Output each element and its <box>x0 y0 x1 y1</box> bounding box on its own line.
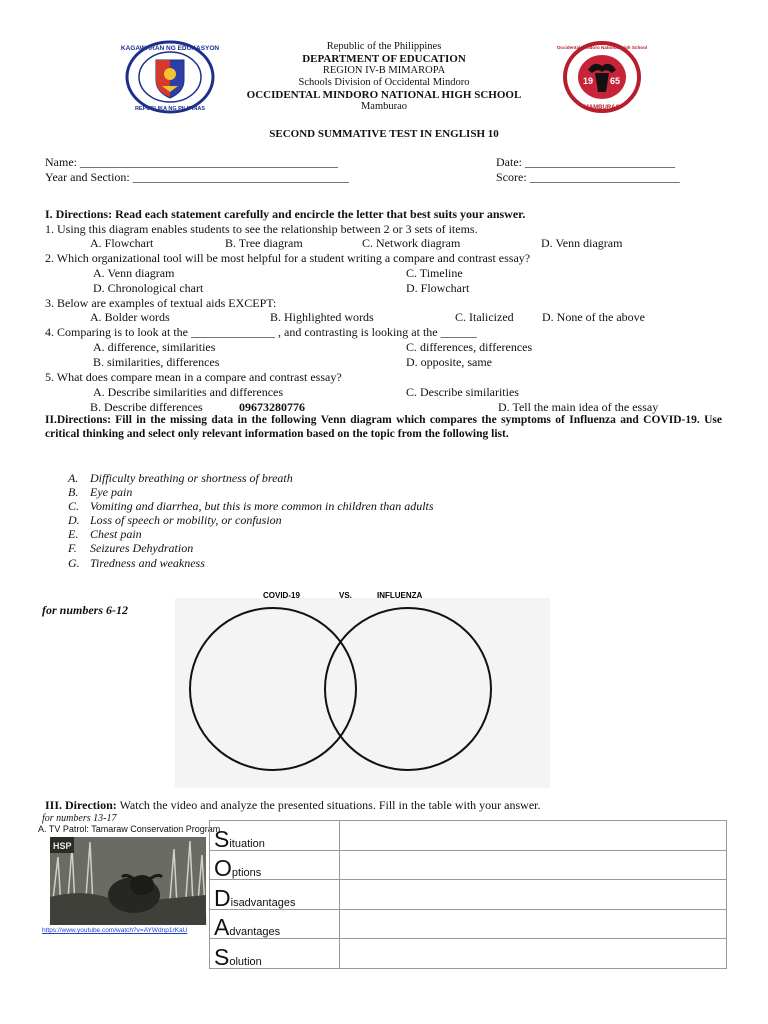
q1-option-c[interactable]: C. Network diagram <box>362 236 461 250</box>
header-town: Mamburao <box>360 101 408 112</box>
table-row <box>210 939 727 969</box>
venn-diagram <box>175 586 550 788</box>
sodas-advantages-label: Advantages <box>210 909 340 939</box>
right-seal-bottom-text: MAMBURAO <box>583 105 621 111</box>
q2-option-d-left[interactable]: D. Chronological chart <box>93 281 204 295</box>
venn-left-label: COVID-19 <box>263 591 300 600</box>
q4-option-c[interactable]: C. differences, differences <box>406 340 533 354</box>
for-numbers-6-12: for numbers 6-12 <box>42 603 129 617</box>
q2-option-d-right[interactable]: D. Flowchart <box>406 281 470 295</box>
q5-option-b[interactable]: B. Describe differences <box>90 400 203 414</box>
right-seal-year-right: 65 <box>610 76 621 86</box>
sodas-advantages-answer[interactable] <box>340 909 727 939</box>
part1-directions: I. Directions: Read each statement carefully and encircle the letter that best suits your answer. <box>45 207 526 221</box>
q3-option-a[interactable]: A. Bolder words <box>90 310 170 324</box>
q1-option-b[interactable]: B. Tree diagram <box>225 236 303 250</box>
q4-option-a[interactable]: A. difference, similarities <box>93 340 216 354</box>
q3-option-d[interactable]: D. None of the above <box>542 310 645 324</box>
question-5: 5. What does compare mean in a compare and contrast essay? <box>45 370 342 384</box>
venn-right-label: INFLUENZA <box>377 591 423 600</box>
symptom-c: C. Vomiting and diarrhea, but this is more common in children than adults <box>68 499 434 513</box>
q3-option-c[interactable]: C. Italicized <box>455 310 514 324</box>
name-field[interactable]: Name: ___________________________________________ <box>45 155 338 169</box>
left-seal-bottom-text: REPUBLIKA NG PILIPINAS <box>134 106 206 112</box>
symptom-d: D. Loss of speech or mobility, or confusion <box>68 513 282 527</box>
video-thumbnail[interactable] <box>50 837 206 925</box>
q5-option-d[interactable]: D. Tell the main idea of the essay <box>498 400 659 414</box>
q4-option-d[interactable]: D. opposite, same <box>406 355 492 369</box>
header-region: REGION IV-B MIMAROPA <box>322 65 446 76</box>
for-numbers-13-17: for numbers 13-17 <box>42 813 117 824</box>
symptom-e: E. Chest pain <box>68 527 142 541</box>
part3-directions: III. Direction: Watch the video and analyze the presented situations. Fill in the table with your answer. <box>45 798 541 812</box>
symptom-f: F. Seizures Dehydration <box>68 541 194 555</box>
header-department: DEPARTMENT OF EDUCATION <box>302 53 466 65</box>
video-thumbnail-image <box>50 837 206 925</box>
sodas-options-label: Options <box>210 850 340 880</box>
sodas-disadvantages-answer[interactable] <box>340 880 727 910</box>
sodas-solution-label: Solution <box>210 939 340 969</box>
question-2-text: 2. Which organizational tool will be most helpful for a student writing a compare and contrast essay? <box>45 251 531 265</box>
symptom-g: G. Tiredness and weakness <box>68 556 205 570</box>
right-seal-year-left: 19 <box>583 76 594 86</box>
symptom-a: A. Difficulty breathing or shortness of breath <box>68 471 293 485</box>
q5-phone-number: 09673280776 <box>239 400 305 414</box>
question-1: 1. Using this diagram enables students to see the relationship between 2 or 3 sets of items. <box>45 222 478 236</box>
q5-option-c[interactable]: C. Describe similarities <box>406 385 519 399</box>
header-school: OCCIDENTAL MINDORO NATIONAL HIGH SCHOOL <box>246 89 522 101</box>
header-division: Schools Division of Occidental Mindoro <box>298 77 470 88</box>
table-row <box>210 880 727 910</box>
q4-option-b[interactable]: B. similarities, differences <box>93 355 220 369</box>
q1-option-d[interactable]: D. Venn diagram <box>541 236 623 250</box>
score-field[interactable]: Score: _________________________ <box>496 170 680 184</box>
video-logo: HSP <box>53 841 72 851</box>
question-4: 4. Comparing is to look at the ______________ , and contrasting is looking at the ______ <box>45 325 477 339</box>
table-row <box>210 850 727 880</box>
venn-vs-label: VS. <box>339 591 352 600</box>
right-seal-top-text: Occidental Mindoro National High School <box>556 45 648 50</box>
sodas-solution-answer[interactable] <box>340 939 727 969</box>
test-title: SECOND SUMMATIVE TEST IN ENGLISH 10 <box>269 128 499 140</box>
question-3: 3. Below are examples of textual aids EXCEPT: <box>45 296 277 310</box>
q3-option-b[interactable]: B. Highlighted words <box>270 310 374 324</box>
q2-option-a[interactable]: A. Venn diagram <box>93 266 175 280</box>
date-field[interactable]: Date: _________________________ <box>496 155 675 169</box>
sodas-table <box>209 820 727 969</box>
year-section-field[interactable]: Year and Section: ____________________________________ <box>45 170 349 184</box>
q2-option-c[interactable]: C. Timeline <box>406 266 463 280</box>
q5-option-a[interactable]: A. Describe similarities and differences <box>93 385 284 399</box>
part2-directions: II.Directions: Fill in the missing data in the following Venn diagram which compares the symptoms of Influenza and COVID-19. Use critical thinking and select only relevant information based on the topic from the following list. <box>45 414 722 440</box>
table-row <box>210 821 727 851</box>
q1-option-a[interactable]: A. Flowchart <box>90 236 154 250</box>
sodas-disadvantages-label: Disadvantages <box>210 880 340 910</box>
table-row <box>210 909 727 939</box>
sodas-options-answer[interactable] <box>340 850 727 880</box>
header-republic: Republic of the Philippines <box>326 41 442 52</box>
sodas-situation-answer[interactable] <box>340 821 727 851</box>
sodas-situation-label: Situation <box>210 821 340 851</box>
video-title: A. TV Patrol: Tamaraw Conservation Program <box>38 824 221 834</box>
left-seal-top-text: KAGAWARAN NG EDUKASYON <box>120 45 220 52</box>
symptom-b: B. Eye pain <box>68 485 133 499</box>
video-link[interactable]: https://www.youtube.com/watch?v=AYWdnp1rKaU <box>42 927 188 934</box>
